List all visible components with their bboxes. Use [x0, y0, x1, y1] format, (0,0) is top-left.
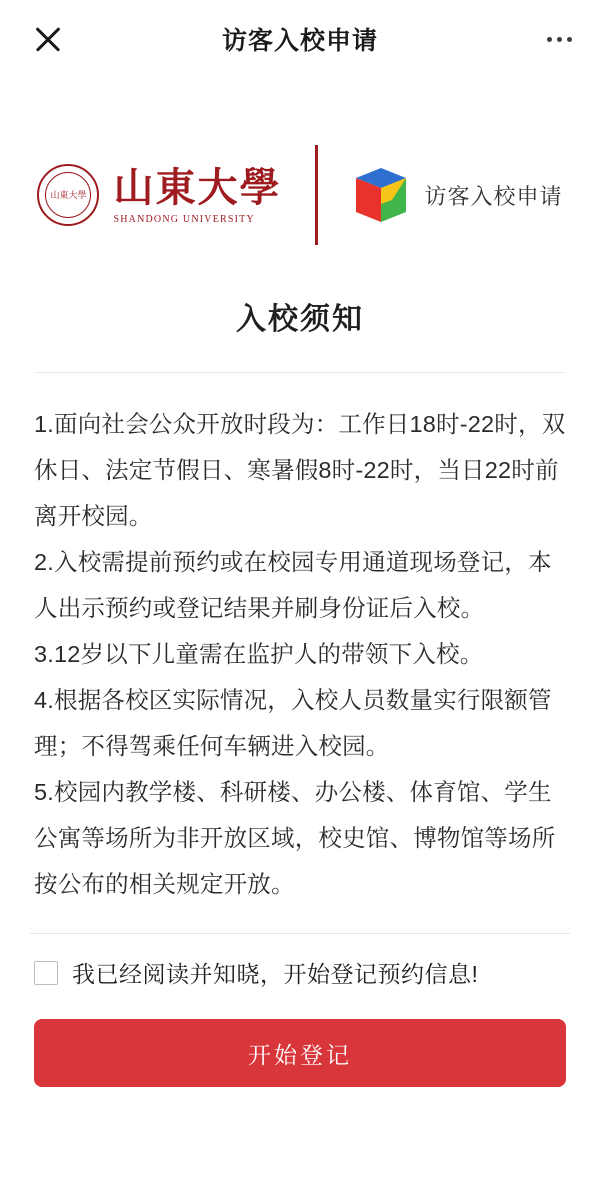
seal-text: 山東大學	[50, 190, 87, 200]
section-title: 入校须知	[236, 303, 364, 336]
agreement-row[interactable]	[34, 956, 566, 989]
notice-item: 1.面向社会公众开放时段为：工作日18时-22时，双休日、法定节假日、寒暑假8时-22时，当日22时前离开校园。	[34, 411, 566, 529]
cube-icon	[352, 166, 410, 224]
more-dot	[547, 37, 552, 42]
more-dot	[567, 37, 572, 42]
page-title: 访客入校申请	[221, 27, 378, 55]
bottom-space	[0, 1087, 600, 1192]
more-dots-icon[interactable]	[532, 19, 572, 59]
app-logo	[318, 166, 562, 224]
close-icon[interactable]	[28, 19, 68, 59]
divider-top	[36, 372, 564, 373]
agreement-label: 我已经阅读并知晓，开始登记预约信息!	[72, 961, 479, 987]
university-names	[113, 166, 281, 225]
notice-item: 4.根据各校区实际情况，入校人员数量实行限额管理；不得驾乘任何车辆进入校园。	[34, 687, 552, 759]
more-dot	[557, 37, 562, 42]
notice-list	[34, 401, 566, 907]
university-name-cn: 山東大學	[113, 164, 282, 210]
university-seal-icon	[37, 164, 99, 226]
navigation-bar	[0, 0, 600, 78]
branding-row	[0, 140, 600, 250]
agreement-checkbox[interactable]	[34, 961, 58, 985]
university-name-en: SHANDONG UNIVERSITY	[113, 213, 255, 225]
submit-button-wrap	[34, 1019, 566, 1087]
notice-item: 2.入校需提前预约或在校园专用通道现场登记，本人出示预约或登记结果并刷身份证后入校。	[34, 549, 552, 621]
start-registration-button[interactable]: 开始登记	[34, 1019, 566, 1087]
app-name-label: 访客入校申请	[424, 183, 563, 209]
university-logo	[37, 164, 315, 226]
notice-item: 3.12岁以下儿童需在监护人的带领下入校。	[34, 641, 484, 667]
divider-bottom	[30, 933, 570, 934]
notice-item: 5.校园内教学楼、科研楼、办公楼、体育馆、学生公寓等场所为非开放区域，校史馆、博物馆等场所按公布的相关规定开放。	[34, 779, 556, 897]
